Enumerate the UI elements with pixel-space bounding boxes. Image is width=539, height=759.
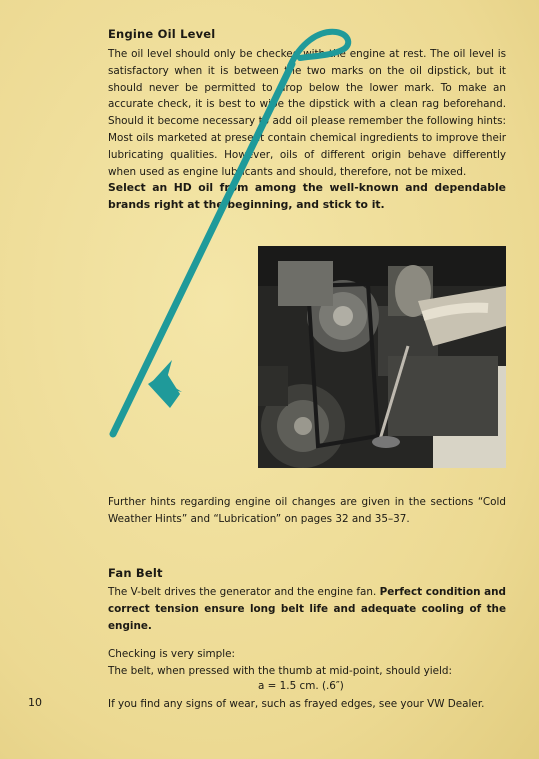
fan-belt-intro-bold: Perfect condition and correct tension ensure long belt life and adequate cooling of the engine. (108, 586, 506, 632)
fan-belt-intro (108, 584, 506, 634)
wear-warning-text: If you find any signs of wear, such as frayed edges, see your VW Dealer. (108, 698, 485, 710)
fan-belt-heading: Fan Belt (108, 566, 163, 580)
oil-recommendation: Select an HD oil from among the well-known and dependable brands right at the beginning, and stick to it. (108, 181, 506, 211)
engine-photo (258, 246, 506, 468)
belt-yield-text: The belt, when pressed with the thumb at mid-point, should yield: (108, 665, 453, 677)
oil-level-heading: Engine Oil Level (108, 27, 216, 41)
page-number: 10 (28, 696, 42, 709)
checking-text: Checking is very simple: (108, 648, 236, 660)
further-hints-text: Further hints regarding engine oil changes are given in the sections “Cold Weather Hints” and “Lubrication” on pages 32 and 35–37. (108, 496, 506, 525)
fan-belt-intro-plain: The V-belt drives the generator and the engine fan. (108, 586, 380, 598)
engine-illustration (258, 246, 506, 468)
oil-level-body: The oil level should only be checked with the engine at rest. The oil level is satisfactory when it is between the two marks on the oil dipstick, but it should never be permitted to drop below the lower mark. To make an accurate check, it is best to wipe the dipstick with a clean rag beforehand. Should it become necessary to add oil please remember the following hints: Most oils marketed at present contain chemical ingredients to improve their lubricating qualities. However, oils of different origin behave differently when used as engine lubricants and should, therefore, not be mixed. (108, 48, 506, 178)
arrow-icon (150, 360, 182, 392)
belt-deflection-formula: a = 1.5 cm. (.6″) (258, 680, 344, 692)
